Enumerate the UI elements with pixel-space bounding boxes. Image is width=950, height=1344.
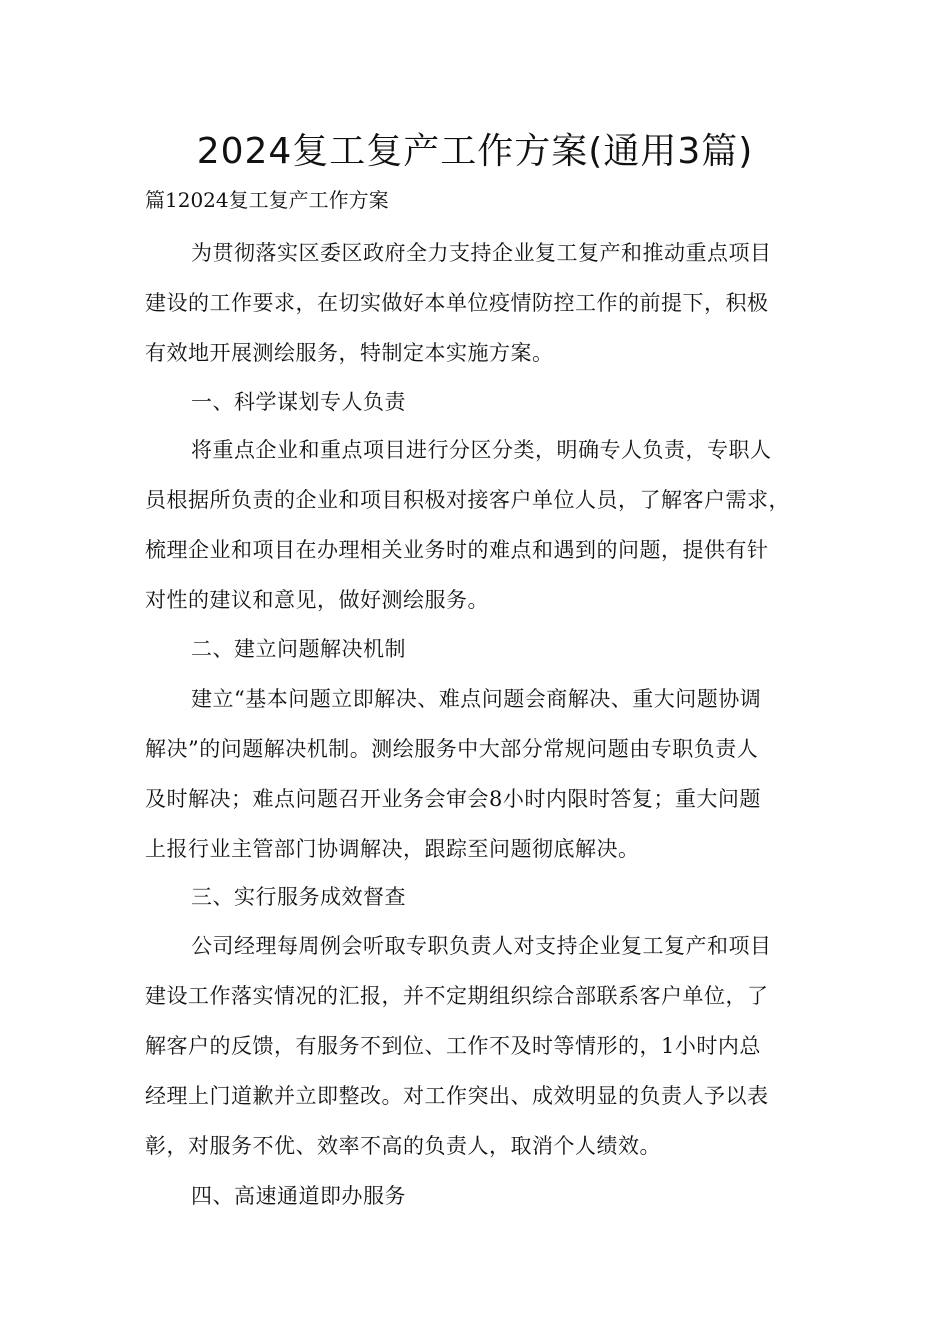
document-title: 2024复工复产工作方案(通用3篇) — [196, 131, 754, 172]
paragraph-line: 解客户的反馈，有服务不到位、工作不及时等情形的，1小时内总 — [145, 1034, 761, 1058]
paragraph-4 — [145, 921, 825, 1171]
paragraph-line: 上报行业主管部门协调解决，跟踪至问题彻底解决。 — [145, 837, 640, 861]
section-heading: 三、实行服务成效督查 — [191, 885, 406, 909]
section-heading-3 — [145, 872, 825, 922]
paragraph-line: 建设工作落实情况的汇报，并不定期组织综合部联系客户单位，了 — [145, 984, 769, 1008]
paragraph-line: 解决”的问题解决机制。测绘服务中大部分常规问题由专职负责人 — [145, 737, 759, 761]
paragraph-line: 建设的工作要求，在切实做好本单位疫情防控工作的前提下，积极 — [145, 291, 769, 315]
paragraph-line: 为贯彻落实区委区政府全力支持企业复工复产和推动重点项目 — [191, 241, 772, 265]
paragraph-line: 公司经理每周例会听取专职负责人对支持企业复工复产和项目 — [191, 934, 772, 958]
paragraph-3 — [145, 674, 825, 874]
section-heading: 一、科学谋划专人负责 — [191, 390, 406, 414]
paragraph-line: 建立“基本问题立即解决、难点问题会商解决、重大问题协调 — [191, 687, 762, 711]
paragraph-line: 及时解决；难点问题召开业务会审会8小时内限时答复；重大问题 — [145, 787, 761, 811]
section-heading-2 — [145, 624, 825, 674]
paragraph-line: 对性的建议和意见，做好测绘服务。 — [145, 588, 489, 612]
paragraph-line: 梳理企业和项目在办理相关业务时的难点和遇到的问题，提供有针 — [145, 538, 769, 562]
paragraph-line: 将重点企业和重点项目进行分区分类，明确专人负责，专职人 — [191, 438, 772, 462]
paragraph-line: 经理上门道歉并立即整改。对工作突出、成效明显的负责人予以表 — [145, 1084, 769, 1108]
document-subtitle: 篇12024复工复产工作方案 — [145, 188, 389, 212]
paragraph-1 — [145, 228, 825, 378]
section-heading-4 — [145, 1171, 825, 1221]
paragraph-line: 有效地开展测绘服务，特制定本实施方案。 — [145, 341, 554, 365]
section-heading-1 — [145, 377, 825, 427]
paragraph-line: 员根据所负责的企业和项目积极对接客户单位人员，了解客户需求， — [145, 488, 790, 512]
paragraph-line: 彰，对服务不优、效率不高的负责人，取消个人绩效。 — [145, 1134, 661, 1158]
section-heading: 二、建立问题解决机制 — [191, 637, 406, 661]
paragraph-2 — [145, 425, 825, 625]
section-heading: 四、高速通道即办服务 — [191, 1184, 406, 1208]
